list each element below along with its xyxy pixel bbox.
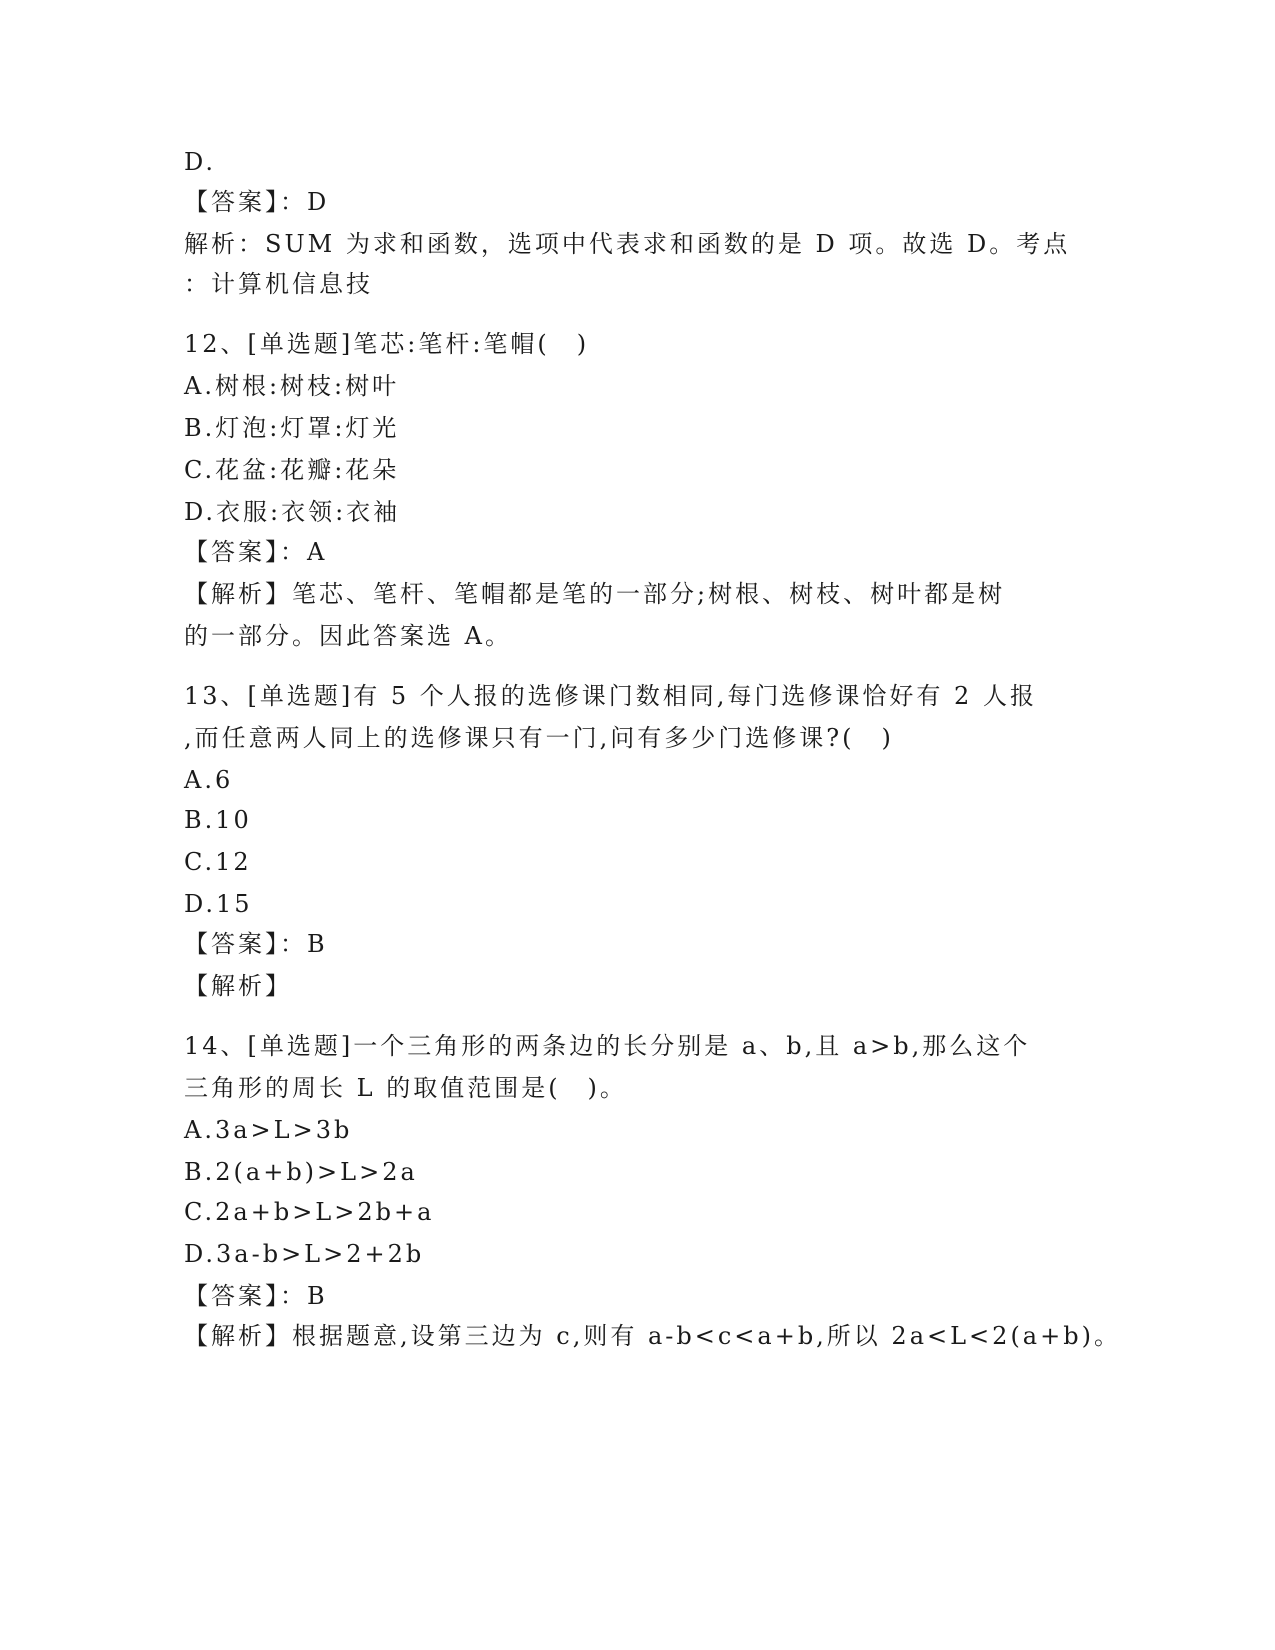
q13-option-a: A.6 [184,766,234,794]
q12-analysis-line1: 【解析】笔芯、笔杆、笔帽都是笔的一部分;树根、树枝、树叶都是树 [184,580,1006,608]
q12-analysis-line2: 的一部分。因此答案选 A。 [184,622,512,650]
q13-stem-line1: 13、[单选题]有 5 个人报的选修课门数相同,每门选修课恰好有 2 人报 [184,682,1037,710]
q11-analysis-line1: 解析：SUM 为求和函数，选项中代表求和函数的是 D 项。故选 D。考点 [184,230,1071,258]
q14-option-a: A.3a>L>3b [184,1116,353,1144]
q12-option-d: D.衣服:衣领:衣袖 [184,498,401,526]
q12-option-c: C.花盆:花瓣:花朵 [184,456,400,484]
q13-option-d: D.15 [184,890,253,918]
q11-option-d: D. [184,148,217,176]
q11-answer: 【答案】：D [184,188,330,216]
q12-answer: 【答案】：A [184,538,328,566]
q14-option-d: D.3a-b>L>2+2b [184,1240,425,1268]
q13-analysis: 【解析】 [184,972,292,1000]
q12-option-b: B.灯泡:灯罩:灯光 [184,414,400,442]
q14-option-c: C.2a+b>L>2b+a [184,1198,435,1226]
q11-analysis-line2: ：计算机信息技 [184,270,373,298]
q14-answer: 【答案】：B [184,1282,328,1310]
q13-stem-line2: ,而任意两人同上的选修课只有一门,问有多少门选修课?( ) [184,724,894,752]
q13-option-b: B.10 [184,806,252,834]
q13-option-c: C.12 [184,848,252,876]
q14-stem-line2: 三角形的周长 L 的取值范围是( )。 [184,1074,627,1102]
q12-option-a: A.树根:树枝:树叶 [184,372,400,400]
q12-stem: 12、[单选题]笔芯:笔杆:笔帽( ) [184,330,590,358]
q14-analysis: 【解析】根据题意,设第三边为 c,则有 a-b<c<a+b,所以 2a<L<2(a+b)。 [184,1322,1121,1350]
q14-stem-line1: 14、[单选题]一个三角形的两条边的长分别是 a、b,且 a>b,那么这个 [184,1032,1031,1060]
q13-answer: 【答案】：B [184,930,328,958]
q14-option-b: B.2(a+b)>L>2a [184,1158,418,1186]
